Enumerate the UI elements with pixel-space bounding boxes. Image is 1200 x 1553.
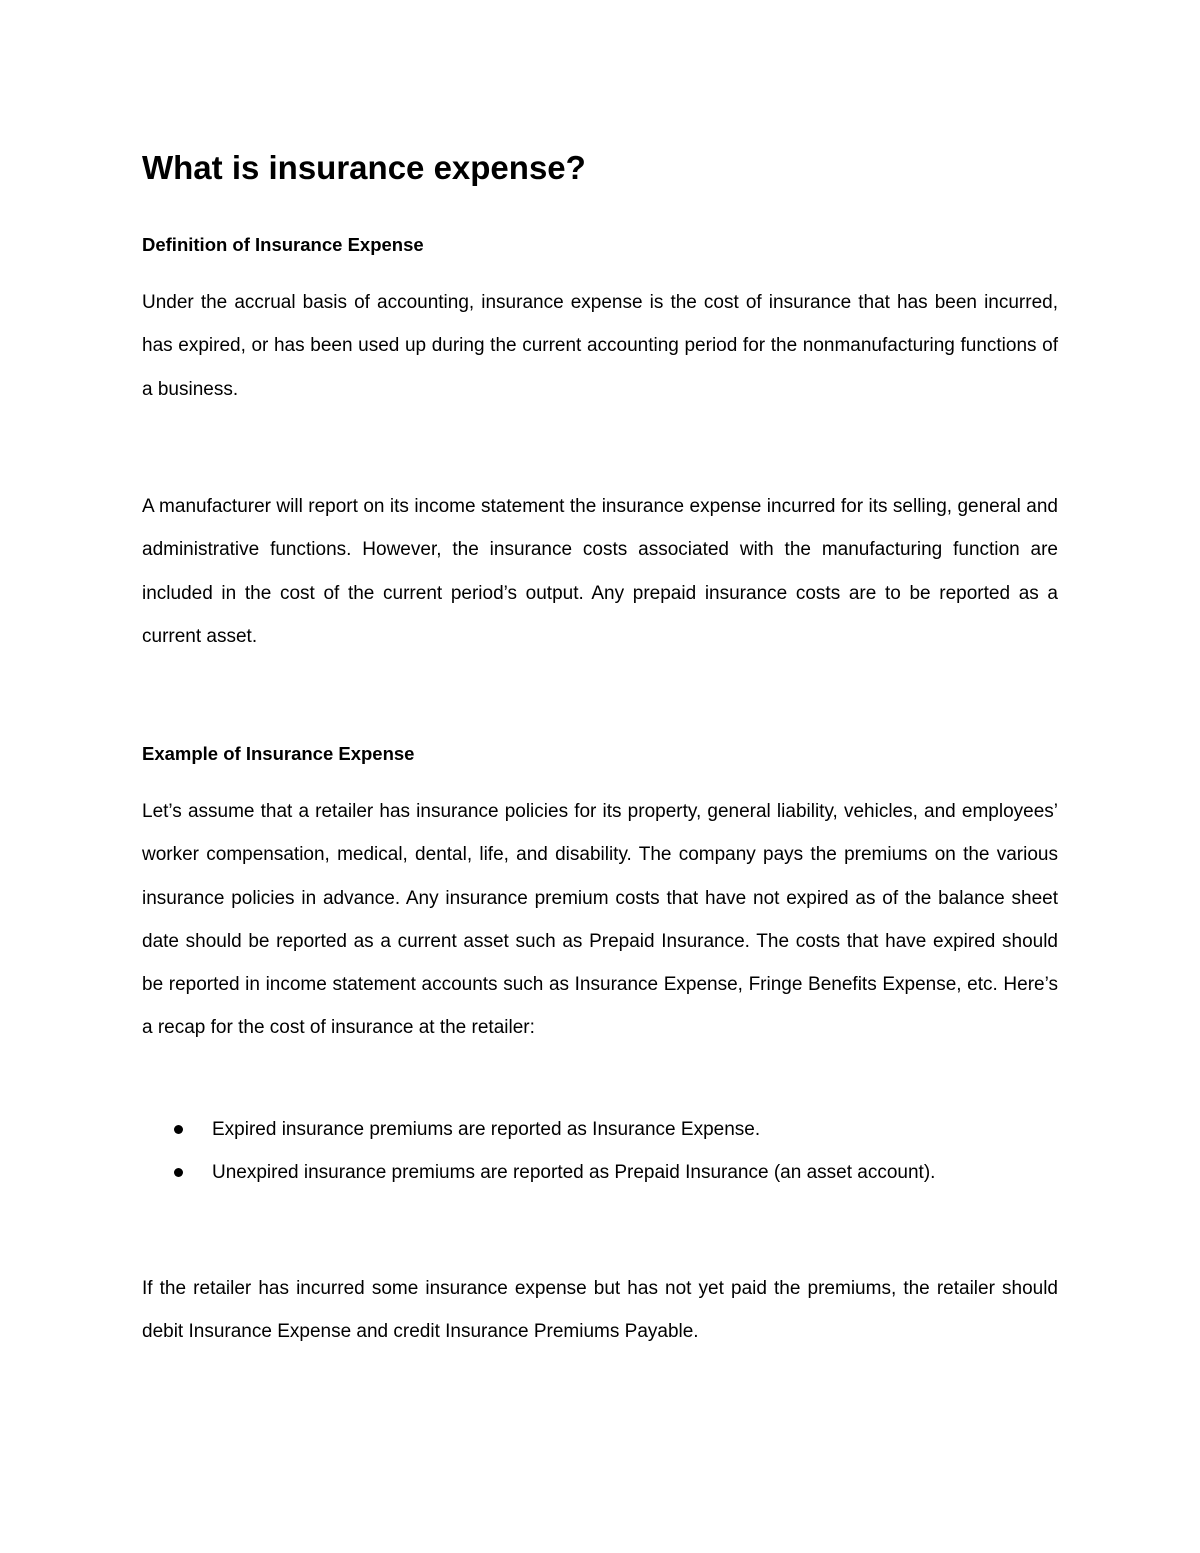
paragraph-example: Let’s assume that a retailer has insurance policies for its property, general liability, vehicles, and employees’ worker compensation, medical, dental, life, and disability. The company pays the premiums on the various insurance policies in advance. Any insurance premium costs that have not expired as of the balance sheet date should be reported as a current asset such as Prepaid Insurance. The costs that have expired should be reported in income statement accounts such as Insurance Expense, Fringe Benefits Expense, etc. Here’s a recap for the cost of insurance at the retailer: — [142, 801, 1058, 1039]
paragraph-manufacturer: A manufacturer will report on its income statement the insurance expense incurred for its selling, general and administrative functions. However, the insurance costs associated with the manufacturing function are included in the cost of the current period’s output. Any prepaid insurance costs are to be reported as a current asset. — [142, 496, 1058, 647]
section-heading-example: Example of Insurance Expense — [142, 743, 415, 764]
bullet-text: Unexpired insurance premiums are reported as Prepaid Insurance (an asset account). — [212, 1162, 936, 1183]
bullet-icon — [174, 1168, 183, 1177]
bullet-icon — [174, 1125, 183, 1134]
page-title: What is insurance expense? — [142, 149, 586, 186]
paragraph-definition: Under the accrual basis of accounting, insurance expense is the cost of insurance that has been incurred, has expired, or has been used up during the current accounting period for the nonmanufacturing functions of a business. — [142, 292, 1058, 400]
bullet-text: Expired insurance premiums are reported as Insurance Expense. — [212, 1119, 761, 1140]
paragraph-unpaid-premiums: If the retailer has incurred some insurance expense but has not yet paid the premiums, the retailer should debit Insurance Expense and credit Insurance Premiums Payable. — [142, 1278, 1058, 1343]
list-item — [142, 1108, 1058, 1151]
recap-bullet-list — [142, 1108, 1058, 1194]
section-heading-definition: Definition of Insurance Expense — [142, 234, 424, 255]
list-item — [142, 1151, 1058, 1194]
